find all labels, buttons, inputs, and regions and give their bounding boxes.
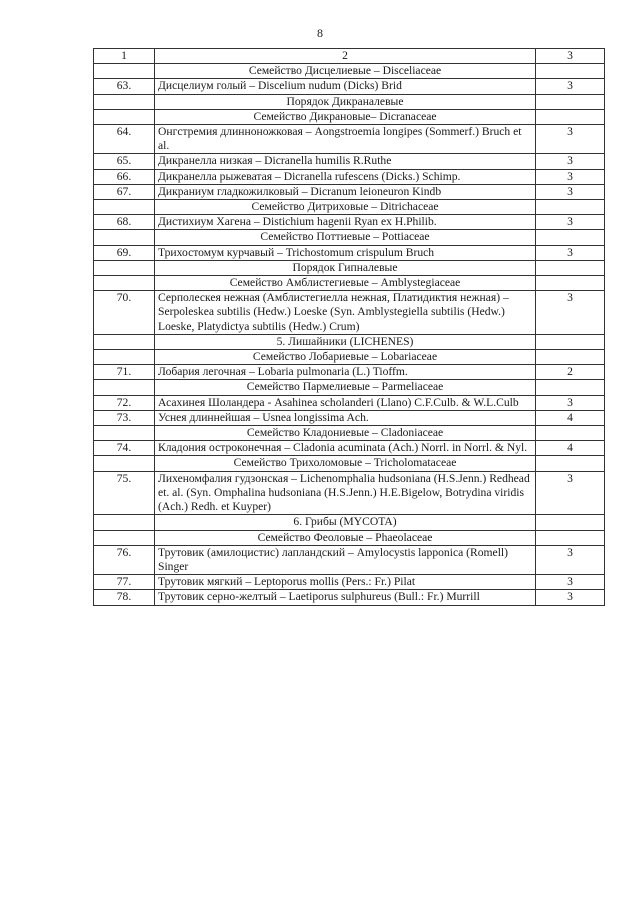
- species-row: [94, 215, 605, 230]
- family-heading-row: [94, 380, 605, 395]
- row-name: Семейство Амблистегиевые – Amblystegiaceae: [155, 276, 536, 291]
- table-header-row: [94, 49, 605, 64]
- row-name: Семейство Дикрановые– Dicranaceae: [155, 109, 536, 124]
- row-name: Лобария легочная – Lobaria pulmonaria (L.) Tioffm.: [155, 365, 536, 380]
- row-number: 72.: [94, 395, 155, 410]
- row-category: 4: [536, 441, 605, 456]
- section-heading-row: [94, 515, 605, 530]
- species-row: [94, 590, 605, 605]
- family-heading-row: [94, 230, 605, 245]
- row-number: 69.: [94, 245, 155, 260]
- row-number: [94, 260, 155, 275]
- header-col-2: 2: [155, 49, 536, 64]
- row-number: 75.: [94, 471, 155, 515]
- row-number: 67.: [94, 184, 155, 199]
- row-category: [536, 230, 605, 245]
- row-category: 3: [536, 471, 605, 515]
- row-name: Семейство Дисцелиевые – Disceliaceae: [155, 64, 536, 79]
- row-number: 77.: [94, 575, 155, 590]
- row-category: [536, 260, 605, 275]
- row-number: [94, 109, 155, 124]
- row-name: Дикраниум гладкожилковый – Dicranum leioneuron Kindb: [155, 184, 536, 199]
- row-name: Порядок Дикраналевые: [155, 94, 536, 109]
- row-category: 3: [536, 545, 605, 574]
- row-number: [94, 276, 155, 291]
- row-name: Дикранелла низкая – Dicranella humilis R.Ruthe: [155, 154, 536, 169]
- row-category: 3: [536, 291, 605, 335]
- row-name: Трихостомум курчавый – Trichostomum crispulum Bruch: [155, 245, 536, 260]
- row-name: Дикранелла рыжеватая – Dicranella rufescens (Dicks.) Schimp.: [155, 169, 536, 184]
- species-row: [94, 410, 605, 425]
- family-heading-row: [94, 530, 605, 545]
- row-name: Семейство Поттиевые – Pottiaceae: [155, 230, 536, 245]
- row-number: [94, 200, 155, 215]
- row-number: [94, 530, 155, 545]
- row-name: Трутовик (амилоцистис) лапландский – Amylocystis lapponica (Romell) Singer: [155, 545, 536, 574]
- row-name: Дистихиум Хагена – Distichium hagenii Ryan ex H.Philib.: [155, 215, 536, 230]
- row-category: 4: [536, 410, 605, 425]
- row-name: Онгстремия длинноножковая – Aongstroemia longipes (Sommerf.) Bruch et al.: [155, 125, 536, 154]
- row-number: 74.: [94, 441, 155, 456]
- row-number: [94, 230, 155, 245]
- family-heading-row: [94, 64, 605, 79]
- row-name: Семейство Лобариевые – Lobariaceae: [155, 350, 536, 365]
- row-name: Семейство Дитриховые – Ditrichaceae: [155, 200, 536, 215]
- row-category: 3: [536, 154, 605, 169]
- species-row: [94, 575, 605, 590]
- row-category: [536, 456, 605, 471]
- row-number: 76.: [94, 545, 155, 574]
- species-row: [94, 169, 605, 184]
- row-number: [94, 456, 155, 471]
- header-col-3: 3: [536, 49, 605, 64]
- order-heading-row: [94, 260, 605, 275]
- row-number: 70.: [94, 291, 155, 335]
- row-name: 5. Лишайники (LICHENES): [155, 334, 536, 349]
- row-name: Уснея длиннейшая – Usnea longissima Ach.: [155, 410, 536, 425]
- row-name: Трутовик серно-желтый – Laetiporus sulphureus (Bull.: Fr.) Murrill: [155, 590, 536, 605]
- row-number: [94, 515, 155, 530]
- species-row: [94, 291, 605, 335]
- row-name: 6. Грибы (MYCOTA): [155, 515, 536, 530]
- row-category: [536, 426, 605, 441]
- species-row: [94, 545, 605, 574]
- row-category: 3: [536, 215, 605, 230]
- row-category: [536, 109, 605, 124]
- row-category: [536, 515, 605, 530]
- species-row: [94, 184, 605, 199]
- row-name: Асахинея Шоландера - Asahinea scholanderi (Llano) C.F.Culb. & W.L.Culb: [155, 395, 536, 410]
- row-name: Трутовик мягкий – Leptoporus mollis (Pers.: Fr.) Pilat: [155, 575, 536, 590]
- row-category: [536, 380, 605, 395]
- row-name: Порядок Гипналевые: [155, 260, 536, 275]
- row-name: Семейство Кладониевые – Cladoniaceae: [155, 426, 536, 441]
- row-category: 3: [536, 184, 605, 199]
- row-number: 68.: [94, 215, 155, 230]
- row-category: [536, 350, 605, 365]
- family-heading-row: [94, 200, 605, 215]
- row-number: 65.: [94, 154, 155, 169]
- row-category: 2: [536, 365, 605, 380]
- row-number: [94, 94, 155, 109]
- row-number: 64.: [94, 125, 155, 154]
- row-number: [94, 64, 155, 79]
- row-name: Семейство Трихоломовые – Tricholomataceae: [155, 456, 536, 471]
- row-category: [536, 276, 605, 291]
- family-heading-row: [94, 456, 605, 471]
- row-number: 71.: [94, 365, 155, 380]
- species-row: [94, 245, 605, 260]
- row-number: 78.: [94, 590, 155, 605]
- row-number: 73.: [94, 410, 155, 425]
- row-category: [536, 200, 605, 215]
- row-category: 3: [536, 575, 605, 590]
- family-heading-row: [94, 350, 605, 365]
- row-number: 66.: [94, 169, 155, 184]
- row-number: 63.: [94, 79, 155, 94]
- species-table: [93, 48, 605, 606]
- family-heading-row: [94, 426, 605, 441]
- header-col-1: 1: [94, 49, 155, 64]
- row-name: Семейство Феоловые – Phaeolaceae: [155, 530, 536, 545]
- species-row: [94, 441, 605, 456]
- species-row: [94, 79, 605, 94]
- row-number: [94, 350, 155, 365]
- row-category: [536, 94, 605, 109]
- order-heading-row: [94, 94, 605, 109]
- row-category: 3: [536, 169, 605, 184]
- row-number: [94, 334, 155, 349]
- section-heading-row: [94, 334, 605, 349]
- row-category: 3: [536, 245, 605, 260]
- row-name: Семейство Пармелиевые – Parmeliaceae: [155, 380, 536, 395]
- species-row: [94, 395, 605, 410]
- species-row: [94, 154, 605, 169]
- row-category: 3: [536, 125, 605, 154]
- row-category: 3: [536, 395, 605, 410]
- family-heading-row: [94, 109, 605, 124]
- row-category: 3: [536, 79, 605, 94]
- page-number: 8: [317, 26, 323, 40]
- row-name: Дисцелиум голый – Discelium nudum (Dicks) Brid: [155, 79, 536, 94]
- row-name: Лихеномфалия гудзонская – Lichenomphalia hudsoniana (H.S.Jenn.) Redhead et. al. (Syn. Omphalina hudsoniana (H.S.Jenn.) H.E.Bigelow, Botrydina viridis (Ach.) Redh. et Kuyper): [155, 471, 536, 515]
- species-row: [94, 365, 605, 380]
- row-category: [536, 334, 605, 349]
- species-row: [94, 471, 605, 515]
- row-name: Кладония остроконечная – Cladonia acuminata (Ach.) Norrl. in Norrl. & Nyl.: [155, 441, 536, 456]
- row-category: 3: [536, 590, 605, 605]
- row-number: [94, 426, 155, 441]
- family-heading-row: [94, 276, 605, 291]
- row-category: [536, 530, 605, 545]
- row-number: [94, 380, 155, 395]
- row-category: [536, 64, 605, 79]
- species-row: [94, 125, 605, 154]
- row-name: Серполескея нежная (Амблистегиелла нежная, Платидиктия нежная) – Serpoleskea subtilis (Hedw.) Loeske (Syn. Amblystegiella subtilis (Hedw.) Loeske, Platydictya subtilis (Hedw.) Crum): [155, 291, 536, 335]
